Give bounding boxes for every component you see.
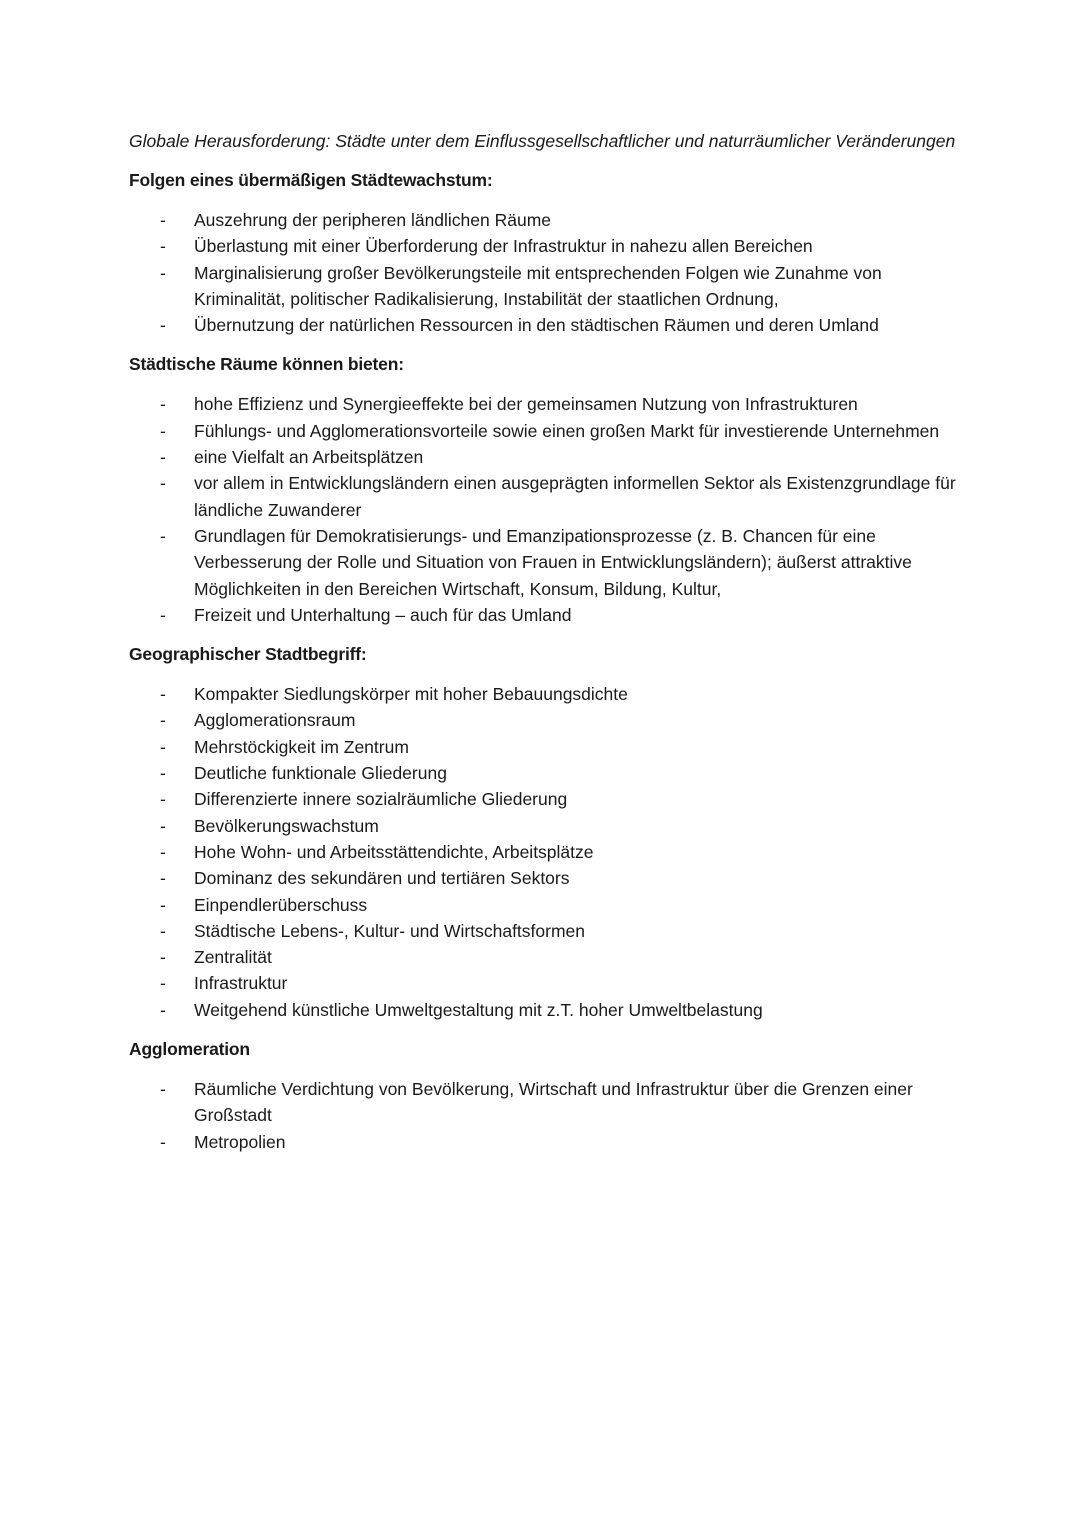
- bullet-marker: -: [160, 789, 166, 810]
- list-item: [129, 865, 969, 891]
- list-item-text: Räumliche Verdichtung von Bevölkerung, Wirtschaft und Infrastruktur über die Grenzen einer Großstadt: [194, 1079, 913, 1126]
- bullet-marker: -: [160, 1079, 166, 1100]
- list-item-text: Mehrstöckigkeit im Zentrum: [194, 736, 409, 757]
- bullet-marker: -: [160, 815, 166, 836]
- list-item-text: Auszehrung der peripheren ländlichen Räume: [194, 210, 552, 230]
- bullet-marker: -: [160, 473, 166, 494]
- bullet-marker: -: [160, 420, 166, 441]
- bullet-marker: -: [160, 525, 166, 546]
- section-heading: Geographischer Stadtbegriff:: [129, 644, 367, 665]
- list-item-text: Übernutzung der natürlichen Ressourcen in den städtischen Räumen und deren Umland: [194, 315, 879, 336]
- document-title: Globale Herausforderung: Städte unter dem Einflussgesellschaftlicher und naturräumlicher Veränderungen: [129, 131, 956, 151]
- bullet-marker: -: [160, 394, 166, 415]
- list-item-text: Marginalisierung großer Bevölkerungsteile mit entsprechenden Folgen wie Zunahme von Kriminalität, politischer Radikalisierung, Instabilität der staatlichen Ordnung,: [194, 262, 882, 309]
- list-item-text: Kompakter Siedlungskörper mit hoher Bebauungsdichte: [194, 684, 628, 705]
- document-page: [129, 128, 969, 1168]
- bullet-marker: -: [160, 210, 166, 230]
- bullet-marker: -: [160, 920, 166, 941]
- list-item-text: Agglomerationsraum: [194, 710, 356, 731]
- bullet-list: [129, 1076, 969, 1155]
- list-item: [129, 944, 969, 970]
- list-item-text: Hohe Wohn- und Arbeitsstättendichte, Arbeitsplätze: [194, 841, 594, 862]
- list-item-text: Überlastung mit einer Überforderung der Infrastruktur in nahezu allen Bereichen: [194, 236, 813, 257]
- list-item-text: Städtische Lebens-, Kultur- und Wirtschaftsformen: [194, 920, 586, 941]
- list-item-text: hohe Effizienz und Synergieeffekte bei der gemeinsamen Nutzung von Infrastrukturen: [194, 394, 858, 415]
- bullet-marker: -: [160, 710, 166, 731]
- list-item: [129, 523, 969, 602]
- list-item: [129, 260, 969, 313]
- list-item: [129, 312, 969, 338]
- bullet-marker: -: [160, 447, 166, 468]
- bullet-marker: -: [160, 841, 166, 862]
- list-item: [129, 1076, 969, 1129]
- list-item-text: Metropolien: [194, 1131, 286, 1152]
- bullet-marker: -: [160, 1131, 166, 1152]
- list-item: [129, 418, 969, 444]
- list-item-text: Infrastruktur: [194, 973, 288, 994]
- list-item-text: Weitgehend künstliche Umweltgestaltung mit z.T. hoher Umweltbelastung: [194, 999, 763, 1020]
- bullet-marker: -: [160, 894, 166, 915]
- bullet-marker: -: [160, 236, 166, 257]
- bullet-marker: -: [160, 999, 166, 1020]
- section-heading: Agglomeration: [129, 1039, 250, 1060]
- list-item: [129, 602, 969, 628]
- list-item: [129, 444, 969, 470]
- bullet-marker: -: [160, 604, 166, 625]
- section-heading: Folgen eines übermäßigen Städtewachstum:: [129, 170, 493, 190]
- list-item: [129, 970, 969, 996]
- list-item-text: vor allem in Entwicklungsländern einen ausgeprägten informellen Sektor als Existenzgrundlage für ländliche Zuwanderer: [194, 473, 956, 520]
- bullet-marker: -: [160, 763, 166, 784]
- list-item: [129, 707, 969, 733]
- bullet-marker: -: [160, 315, 166, 336]
- list-item: [129, 786, 969, 812]
- bullet-list: [129, 681, 969, 1023]
- list-item: [129, 470, 969, 523]
- list-item-text: Freizeit und Unterhaltung – auch für das Umland: [194, 604, 572, 625]
- list-item: [129, 997, 969, 1023]
- list-item-text: Deutliche funktionale Gliederung: [194, 763, 447, 784]
- list-item: [129, 839, 969, 865]
- list-item: [129, 207, 969, 233]
- list-item: [129, 1129, 969, 1155]
- bullet-marker: -: [160, 973, 166, 994]
- bullet-marker: -: [160, 684, 166, 705]
- list-item: [129, 760, 969, 786]
- list-item-text: Grundlagen für Demokratisierungs- und Emanzipationsprozesse (z. B. Chancen für eine Verbesserung der Rolle und Situation von Frauen in Entwicklungsländern); äußerst attraktive Möglichkeiten in den Bereichen Wirtschaft, Konsum, Bildung, Kultur,: [194, 525, 912, 599]
- bullet-list: [129, 391, 969, 628]
- bullet-list: [129, 207, 969, 338]
- bullet-marker: -: [160, 736, 166, 757]
- document-sections: [129, 167, 969, 1155]
- list-item: [129, 233, 969, 259]
- list-item-text: Bevölkerungswachstum: [194, 815, 379, 836]
- list-item: [129, 681, 969, 707]
- list-item-text: Zentralität: [194, 947, 272, 968]
- list-item-text: eine Vielfalt an Arbeitsplätzen: [194, 447, 424, 468]
- list-item-text: Differenzierte innere sozialräumliche Gliederung: [194, 789, 568, 810]
- list-item-text: Dominanz des sekundären und tertiären Sektors: [194, 868, 570, 889]
- bullet-marker: -: [160, 868, 166, 889]
- list-item: [129, 918, 969, 944]
- list-item: [129, 892, 969, 918]
- bullet-marker: -: [160, 947, 166, 968]
- bullet-marker: -: [160, 262, 166, 283]
- list-item: [129, 391, 969, 417]
- list-item-text: Einpendlerüberschuss: [194, 894, 368, 915]
- list-item: [129, 813, 969, 839]
- list-item: [129, 734, 969, 760]
- section-heading: Städtische Räume können bieten:: [129, 354, 404, 375]
- list-item-text: Fühlungs- und Agglomerationsvorteile sowie einen großen Markt für investierende Unternehmen: [194, 420, 940, 441]
